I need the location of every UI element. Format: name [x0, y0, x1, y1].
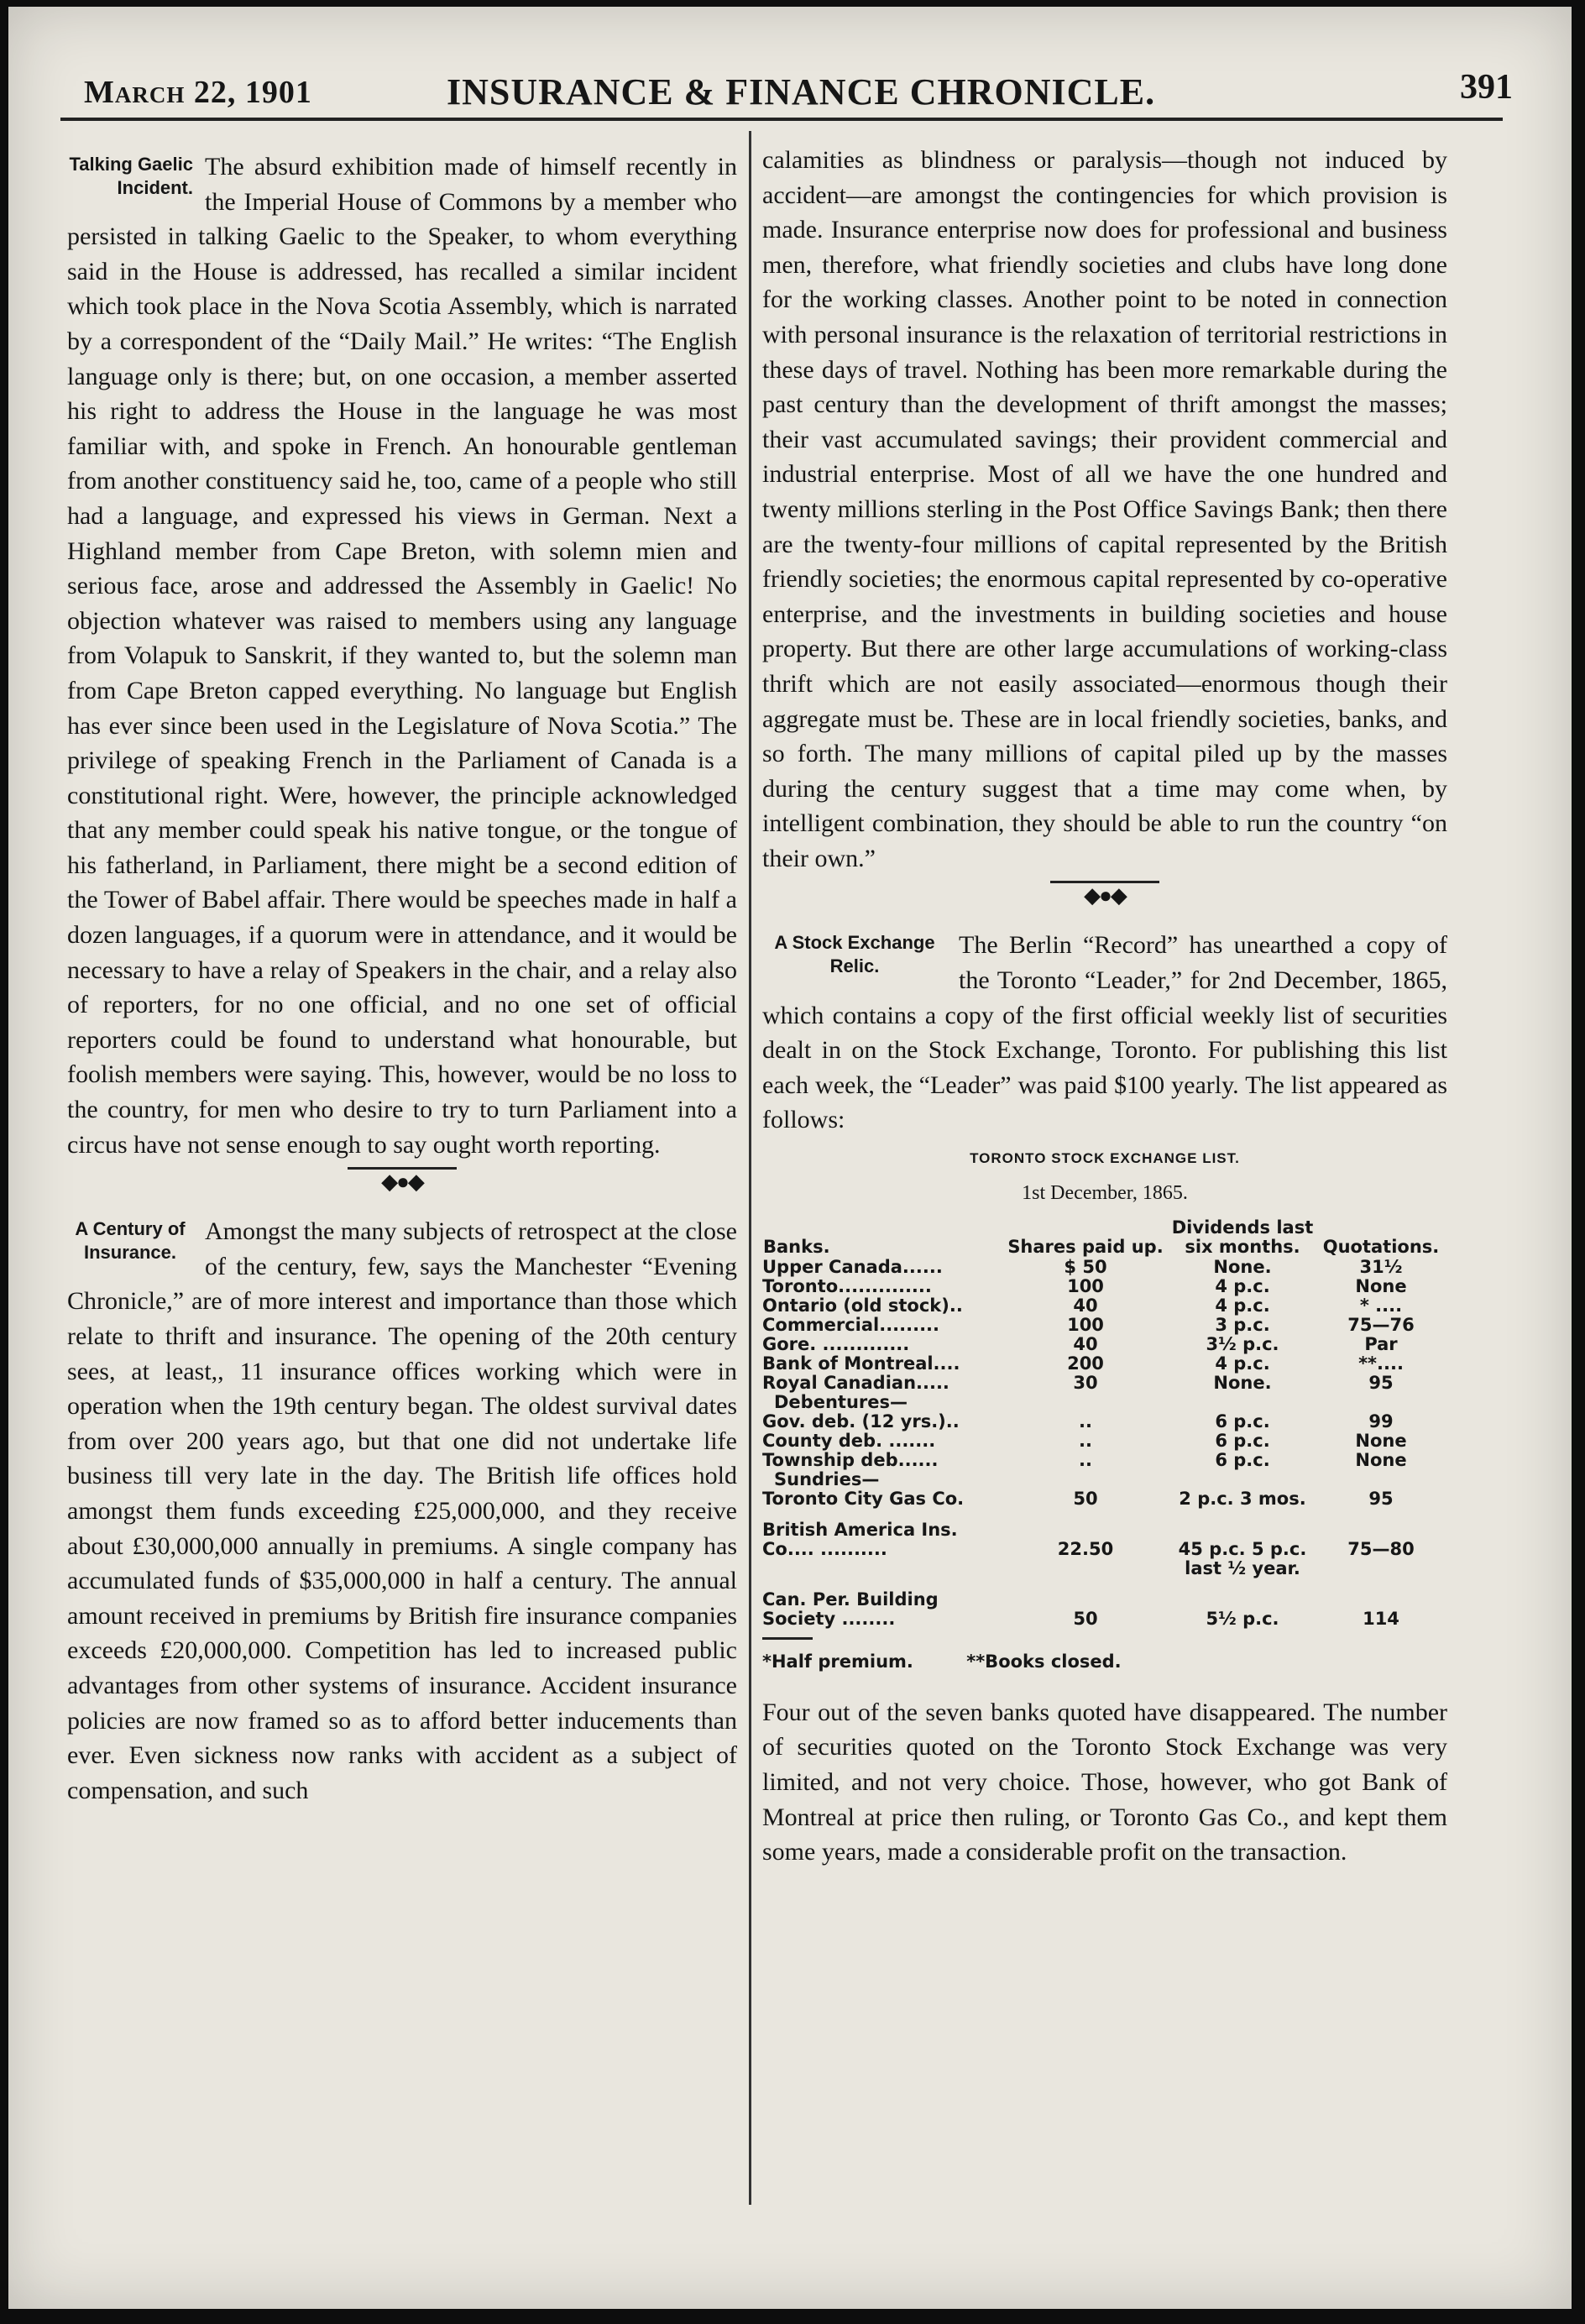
table-section-row [762, 1393, 1447, 1412]
cell-dividend: 6 p.c. [1215, 1431, 1270, 1452]
sidehead-century-of-insurance: A Century of Insurance. [75, 1218, 186, 1264]
article-text: Amongst the many subjects of retrospect at the close of the century, few, says the Manchester “Evening Chronicle,” are of more interest and importance than those which relate to thrift and insurance. The opening of the 20th century sees, at least,, 11 insurance offices working which were in operation when the 19th century began. The oldest survival dates from over 200 years ago, but that one did not undertake life business till very late in the day. The British life offices hold amongst them funds exceeding £25,000,000, and they receive about £30,000,000 annually in premiums. A single company has accumulated funds of $35,000,000 in half a century. The annual amount received in premiums by British fire insurance companies exceeds £20,000,000. Competition has led to increased public advantages from other systems of insurance. Accident insurance policies are now framed so as to afford better inducements than ever. Even sickness now ranks with accident as a subject of compensation, and such [67, 1217, 737, 1804]
cell-shares: .. [1079, 1450, 1092, 1471]
cell-quotation: None [1355, 1276, 1407, 1297]
article-text: The Berlin “Record” has unearthed a copy of the Toronto “Leader,” for 2nd December, 1865, which contains a copy of the first official weekly list of securities dealt in on the Stock Exchange, Toronto. For publishing this list each week, the “Leader” was paid $100 yearly. The list appeared as follows: [762, 931, 1447, 1134]
stock-list-caption: TORONTO STOCK EXCHANGE LIST. [970, 1150, 1240, 1167]
cell-dividend: None. [1213, 1257, 1272, 1278]
cell-name: Gov. deb. (12 yrs.).. [762, 1411, 960, 1432]
cell-name: Royal Canadian..... [762, 1373, 949, 1394]
column-divider [749, 131, 751, 2205]
sidehead-talking-gaelic: Talking Gaelic Incident. [69, 154, 193, 198]
cell-quotation: None [1355, 1431, 1407, 1452]
header-quotations: Quotations. [1322, 1237, 1440, 1258]
table-row [762, 1578, 1447, 1629]
cell-name: Toronto.............. [762, 1276, 932, 1297]
footnote-books-closed: **Books closed. [966, 1651, 1122, 1672]
cell-shares: 30 [1073, 1373, 1098, 1394]
cell-name: Bank of Montreal.... [762, 1353, 960, 1374]
table-row [762, 1432, 1447, 1451]
cell-quotation: 75—80 [1347, 1539, 1415, 1560]
cell-name: Can. Per. Building Society ........ [762, 1589, 939, 1630]
cell-quotation: 31½ [1359, 1257, 1403, 1278]
sidehead-stock-exchange-relic: A Stock Exchange Relic. [774, 932, 935, 977]
cell-quotation: 95 [1368, 1489, 1394, 1510]
cell-name: Commercial......... [762, 1315, 940, 1336]
cell-quotation: * .... [1359, 1295, 1403, 1316]
table-row [762, 1258, 1447, 1277]
section-ornament: ◆●◆ [762, 882, 1447, 913]
cell-shares: 100 [1067, 1315, 1104, 1336]
table-row [762, 1335, 1447, 1354]
article-century-of-insurance [67, 1214, 737, 1808]
cell-name: Upper Canada...... [762, 1257, 943, 1278]
cell-quotation: None [1355, 1450, 1407, 1471]
right-column [762, 143, 1447, 1870]
publication-title: INSURANCE & FINANCE CHRONICLE. [447, 71, 1156, 113]
section-label-debentures: Debentures— [774, 1392, 908, 1413]
cell-shares: .. [1079, 1411, 1092, 1432]
cell-shares: 50 [1073, 1489, 1098, 1510]
article-continuation: calamities as blindness or paralysis—though not induced by accident—are amongst the contingencies for which provision is made. Insurance enterprise now does for professional and business men, therefore, what friendly societies and clubs have long done for the working classes. Another point to be noted in connection with personal insurance is the relaxation of territorial restrictions in these days of travel. Nothing has been more remarkable during the past century than the development of thrift amongst the masses; their vast accumulated savings; their provident commercial and industrial enterprise. Most of all we have the one hundred and twenty millions sterling in the Post Office Savings Bank; then there are the twenty-four millions of capital represented by the British friendly societies; the enormous capital represented by co-operative enterprise, and the investments in building societies and house property. But there are other large accumulations of working-class thrift which are not easily associated—enormous though their aggregate must be. These are in local friendly societies, banks, and so forth. The many millions of capital piled up by the masses during the century suggest that a time may come when, by intelligent combination, they should be able to run the country “on their own.” [762, 146, 1447, 872]
cell-quotation: **.... [1358, 1353, 1404, 1374]
cell-quotation: Par [1364, 1334, 1398, 1355]
stock-list [762, 1141, 1447, 1680]
cell-dividend: 3½ p.c. [1206, 1334, 1279, 1355]
stock-list-date: 1st December, 1865. [1022, 1181, 1188, 1204]
article-text: The absurd exhibition made of himself recently in the Imperial House of Commons by a member who persisted in talking Gaelic to the Speaker, to whom everything said in the House is addressed, has recalled a similar incident which took place in the Nova Scotia Assembly, which is narrated by a correspondent of the “Daily Mail.” He writes: “The English language only is there; but, on one occasion, a member asserted his right to address the House in the language he was most familiar with, and spoke in French. An honourable gentleman from another constituency said he, too, came of a people who still had a language, and expressed his views in German. Next a Highland member from Cape Breton, with solemn mien and serious face, arose and addressed the Assembly in Gaelic! No objection whatever was raised to members using any language from Volapuk to Sanskrit, if they wanted to, but the solemn man from Cape Breton capped everything. No language but English has ever since been used in the Legislature of Nova Scotia.” The privilege of speaking French in the Parliament of Canada is a constitutional right. Were, however, the principle acknowledged that any member could speak his native tongue, or the tongue of his fatherland, in Parliament, there might be a second edition of the Tower of Babel affair. There would be speeches made in half a dozen languages, if a quorum were in attendance, and it would be necessary to have a relay of Speakers in the chair, and a relay also of reporters, for no one official, and no one set of official reporters could be found to understand what honourable, but foolish members were saying. This, however, would be no loss to the country, for men who desire to try to turn Parliament into a circus have not sense enough to say ought worth reporting. [67, 153, 737, 1159]
cell-dividend: 5½ p.c. [1206, 1609, 1279, 1630]
cell-shares: $ 50 [1064, 1257, 1107, 1278]
article-stock-exchange-relic [762, 928, 1447, 1138]
header-rule [60, 118, 1503, 121]
cell-shares: 50 [1073, 1609, 1098, 1630]
article-closing: Four out of the seven banks quoted have disappeared. The number of securities quoted on the Toronto Stock Exchange was very limited, and not very choice. Those, however, who got Bank of Montreal at price then ruling, or Toronto Gas Co., and kept them some years, made a considerable profit on the transaction. [762, 1698, 1447, 1866]
table-row [762, 1354, 1447, 1374]
cell-shares: 40 [1073, 1295, 1098, 1316]
cell-shares: .. [1079, 1431, 1092, 1452]
table-row [762, 1316, 1447, 1335]
cell-dividend: 4 p.c. [1215, 1295, 1270, 1316]
stock-table-header [762, 1217, 1447, 1258]
cell-name: Township deb...... [762, 1450, 939, 1471]
table-row [762, 1374, 1447, 1393]
running-head [60, 55, 1513, 114]
cell-dividend: 2 p.c. 3 mos. [1179, 1489, 1306, 1510]
cell-dividend: 4 p.c. [1215, 1353, 1270, 1374]
table-row [762, 1296, 1447, 1316]
cell-quotation: 99 [1368, 1411, 1394, 1432]
cell-dividend: 4 p.c. [1215, 1276, 1270, 1297]
cell-quotation: 75—76 [1347, 1315, 1415, 1336]
stock-list-footnotes [762, 1637, 1122, 1680]
header-dividends: Dividends last six months. [1171, 1217, 1314, 1258]
cell-dividend: 6 p.c. [1215, 1411, 1270, 1432]
cell-shares: 100 [1067, 1276, 1104, 1297]
section-ornament: ◆●◆ [67, 1169, 737, 1199]
cell-name: British America Ins. Co.... .......... [762, 1520, 958, 1560]
cell-name: Toronto City Gas Co. [762, 1489, 965, 1510]
issue-date: March 22, 1901 [84, 75, 312, 110]
cell-dividend: 3 p.c. [1215, 1315, 1270, 1336]
cell-shares: 40 [1073, 1334, 1098, 1355]
cell-dividend: 6 p.c. [1215, 1450, 1270, 1471]
footnote-half-premium: *Half premium. [762, 1651, 913, 1672]
newspaper-page [8, 7, 1572, 2309]
left-column [67, 149, 737, 1808]
cell-name: Ontario (old stock).. [762, 1295, 963, 1316]
page-number: 391 [1460, 68, 1513, 107]
article-talking-gaelic [67, 149, 737, 1162]
table-section-row [762, 1470, 1447, 1489]
table-row [762, 1277, 1447, 1296]
stock-table [762, 1217, 1447, 1629]
cell-quotation: 95 [1368, 1373, 1394, 1394]
table-row [762, 1412, 1447, 1432]
cell-name: County deb. ....... [762, 1431, 936, 1452]
table-row [762, 1489, 1447, 1509]
cell-quotation: 114 [1363, 1609, 1399, 1630]
cell-dividend: 45 p.c. 5 p.c. last ½ year. [1178, 1539, 1307, 1579]
table-row [762, 1451, 1447, 1470]
header-banks: Banks. [763, 1237, 830, 1258]
cell-shares: 200 [1067, 1353, 1104, 1374]
cell-name: Gore. ............. [762, 1334, 910, 1355]
header-shares: Shares paid up. [1007, 1237, 1164, 1258]
table-row [762, 1509, 1447, 1578]
cell-dividend: None. [1213, 1373, 1272, 1394]
section-label-sundries: Sundries— [774, 1469, 880, 1490]
cell-shares: 22.50 [1057, 1539, 1114, 1560]
